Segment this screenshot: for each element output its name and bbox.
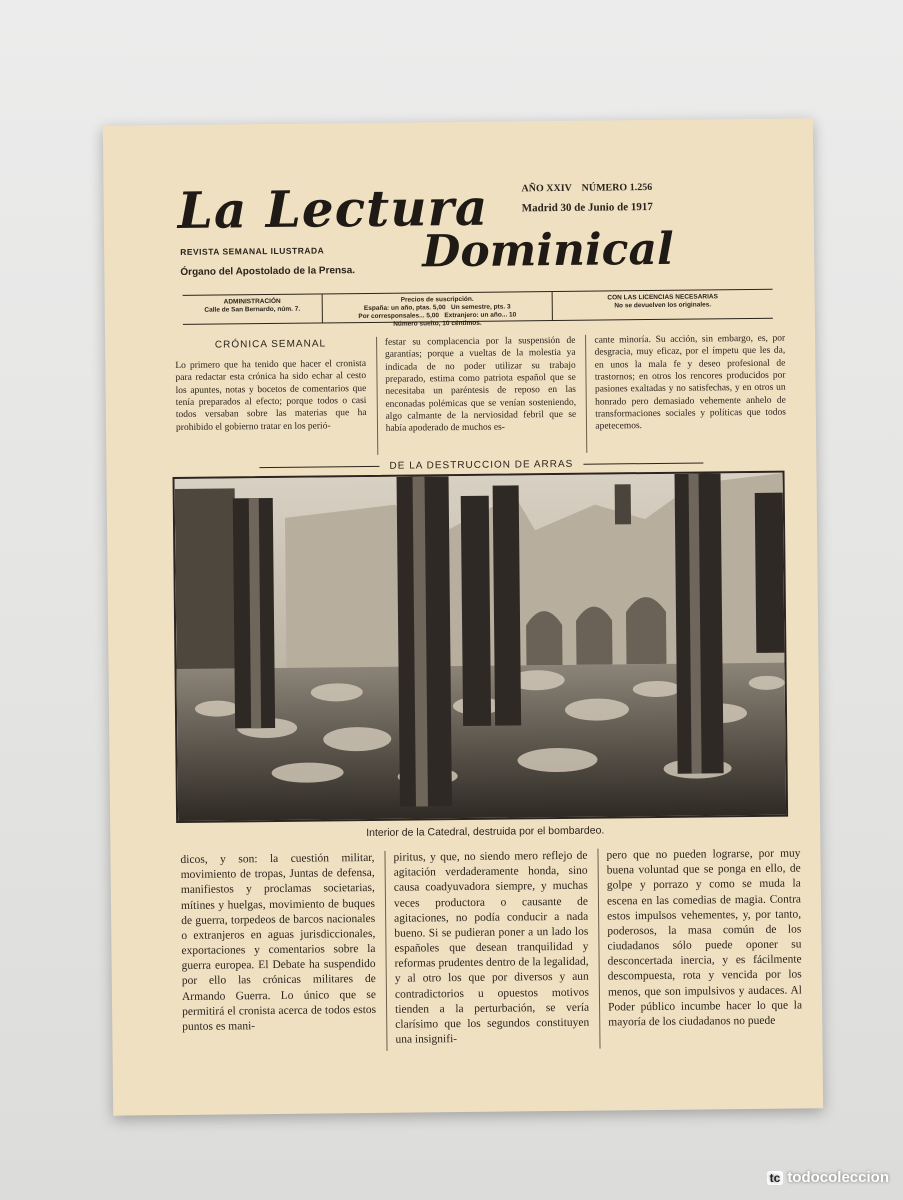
prices-cell <box>323 292 553 329</box>
masthead-title-line1: La Lectura <box>177 177 489 240</box>
cathedral-ruins-illustration <box>175 473 789 823</box>
bottom-column-1 <box>180 851 376 1053</box>
admin-title: ADMINISTRACIÓN <box>223 297 281 306</box>
bottom-column-2 <box>384 849 589 1051</box>
issue-meta <box>521 182 653 222</box>
top-text-columns <box>175 333 786 457</box>
admin-address: Calle de San Bernardo, núm. 7. <box>204 305 301 314</box>
top-column-2 <box>376 335 577 455</box>
issue-date: Madrid 30 de Junio de 1917 <box>521 200 653 215</box>
watermark-badge: tc <box>767 1171 784 1185</box>
issue-number: NÚMERO 1.256 <box>581 181 653 194</box>
prices-foreign: Extranjero: un año... 10 <box>444 311 517 320</box>
prices-title: Precios de suscripción. <box>400 295 474 304</box>
bottom-column-3 <box>597 846 802 1048</box>
photo-caption: Interior de la Catedral, destruida por el bombardeo. <box>366 824 605 840</box>
newspaper-page <box>103 118 823 1115</box>
cathedral-ruins-photo <box>173 471 789 823</box>
watermark-text: todocoleccion <box>787 1169 889 1186</box>
licenses-title: CON LAS LICENCIAS NECESARIAS <box>607 293 718 302</box>
section-title: CRÓNICA SEMANAL <box>214 338 327 351</box>
administration-bar <box>183 289 773 329</box>
masthead-title-line2: Dominical <box>421 223 674 278</box>
prices-corresp: Por corresponsales... 5,00 <box>358 312 440 321</box>
issue-year: AÑO XXIV <box>521 182 572 195</box>
site-watermark <box>767 1169 889 1186</box>
prices-spain: España: un año, ptas. 5,00 <box>363 304 446 313</box>
prices-semester: Un semestre, pts. 3 <box>450 303 511 312</box>
bottom-column-text: dicos, y son: la cuestión militar, movimiento de tropas, Juntas de defensa, manifiestos y proclamas societarias, mítines y huelgas, movimiento de buques de guerra, torpedeos de barcos nacionales o extranjeros en aguas jurisdiccionales, exportaciones y comentarios sobre la guerra europea. El Debate ha suspendido por ello las crónicas militares de Armando Guerra. Lo único que se permitirá el cronista acerca de todos estos puntos es mani- <box>180 851 377 1033</box>
top-column-text: cante minoría. Su acción, sin embargo, es, por desgracia, muy eficaz, por el ímpetu que les da, en unos la mala fe y deseo profesional de trastornos; en otros los rencores producidos por pasiones exaltadas y no satisfechas, y en otros un honrado pero demasiado vehemente anhelo de transformaciones sociales y políticas que todos apetecemos. <box>594 333 786 433</box>
bottom-column-text: piritus, y que, no siendo mero reflejo de agitación verdaderamente honda, sino causa coadyuvadora siempre, y muchas veces productora o causante de agitaciones, no podía conducir a nada bueno. Si se pudieran poner a un lado los españoles que desean tranquilidad y reformas prudentes dentro de la legalidad, y al otro los que por diversos y aun contradictorios u opuestos motivos tienden a la perturbación, se vería clarísimo que los segundos constituyen una insignifi- <box>393 849 590 1046</box>
top-column-3 <box>585 333 786 453</box>
photo-heading-text: DE LA DESTRUCCION DE ARRAS <box>389 458 574 472</box>
licenses-cell <box>553 290 773 320</box>
masthead-subtitle-organo: Órgano del Apostolado de la Prensa. <box>180 265 356 278</box>
bottom-text-columns <box>180 846 802 1052</box>
prices-single: Número suelto, 10 céntimos. <box>393 320 482 329</box>
masthead-subtitle-revista: REVISTA SEMANAL ILUSTRADA <box>180 245 325 257</box>
top-column-1 <box>175 337 367 457</box>
bottom-column-text: pero que no pueden lograrse, por muy buena voluntad que se ponga en ello, de golpe y porrazo y como se muda la escena en las comedias de magia. Contra estos impulsos vehementes, y, por tanto, poderosos, la masa común de los ciudadanos sólo puede oponer su desconcertada inercia, y es fácilmente descompuesta, rota y vencida por los menos, que son impulsivos y audaces. Al Poder público incumbe hacer lo que la mayoría de los ciudadanos no puede <box>606 847 803 1029</box>
top-column-text: Lo primero que ha tenido que hacer el cronista para redactar esta crónica ha sido echar al cesto los apuntes, notas y bocetos de comentarios que tenía preparados al efecto; porque todos o casi todos versaban sobre las materias que ha prohibido el gobierno tratar en los perió- <box>175 359 367 433</box>
admin-cell <box>183 294 323 323</box>
top-column-text: festar su complacencia por la suspensión de garantías; porque a vueltas de la molestia ya indicada de no poder utilizar su trabajo preparado, estima como patriota español que se necesitaba un paréntesis de reposo en las enconadas polémicas que se venían sosteniendo, algo calmante de la nerviosidad febril que se había apoderado de muchos es- <box>384 335 577 435</box>
licenses-note: No se devuelven los originales. <box>614 301 712 310</box>
